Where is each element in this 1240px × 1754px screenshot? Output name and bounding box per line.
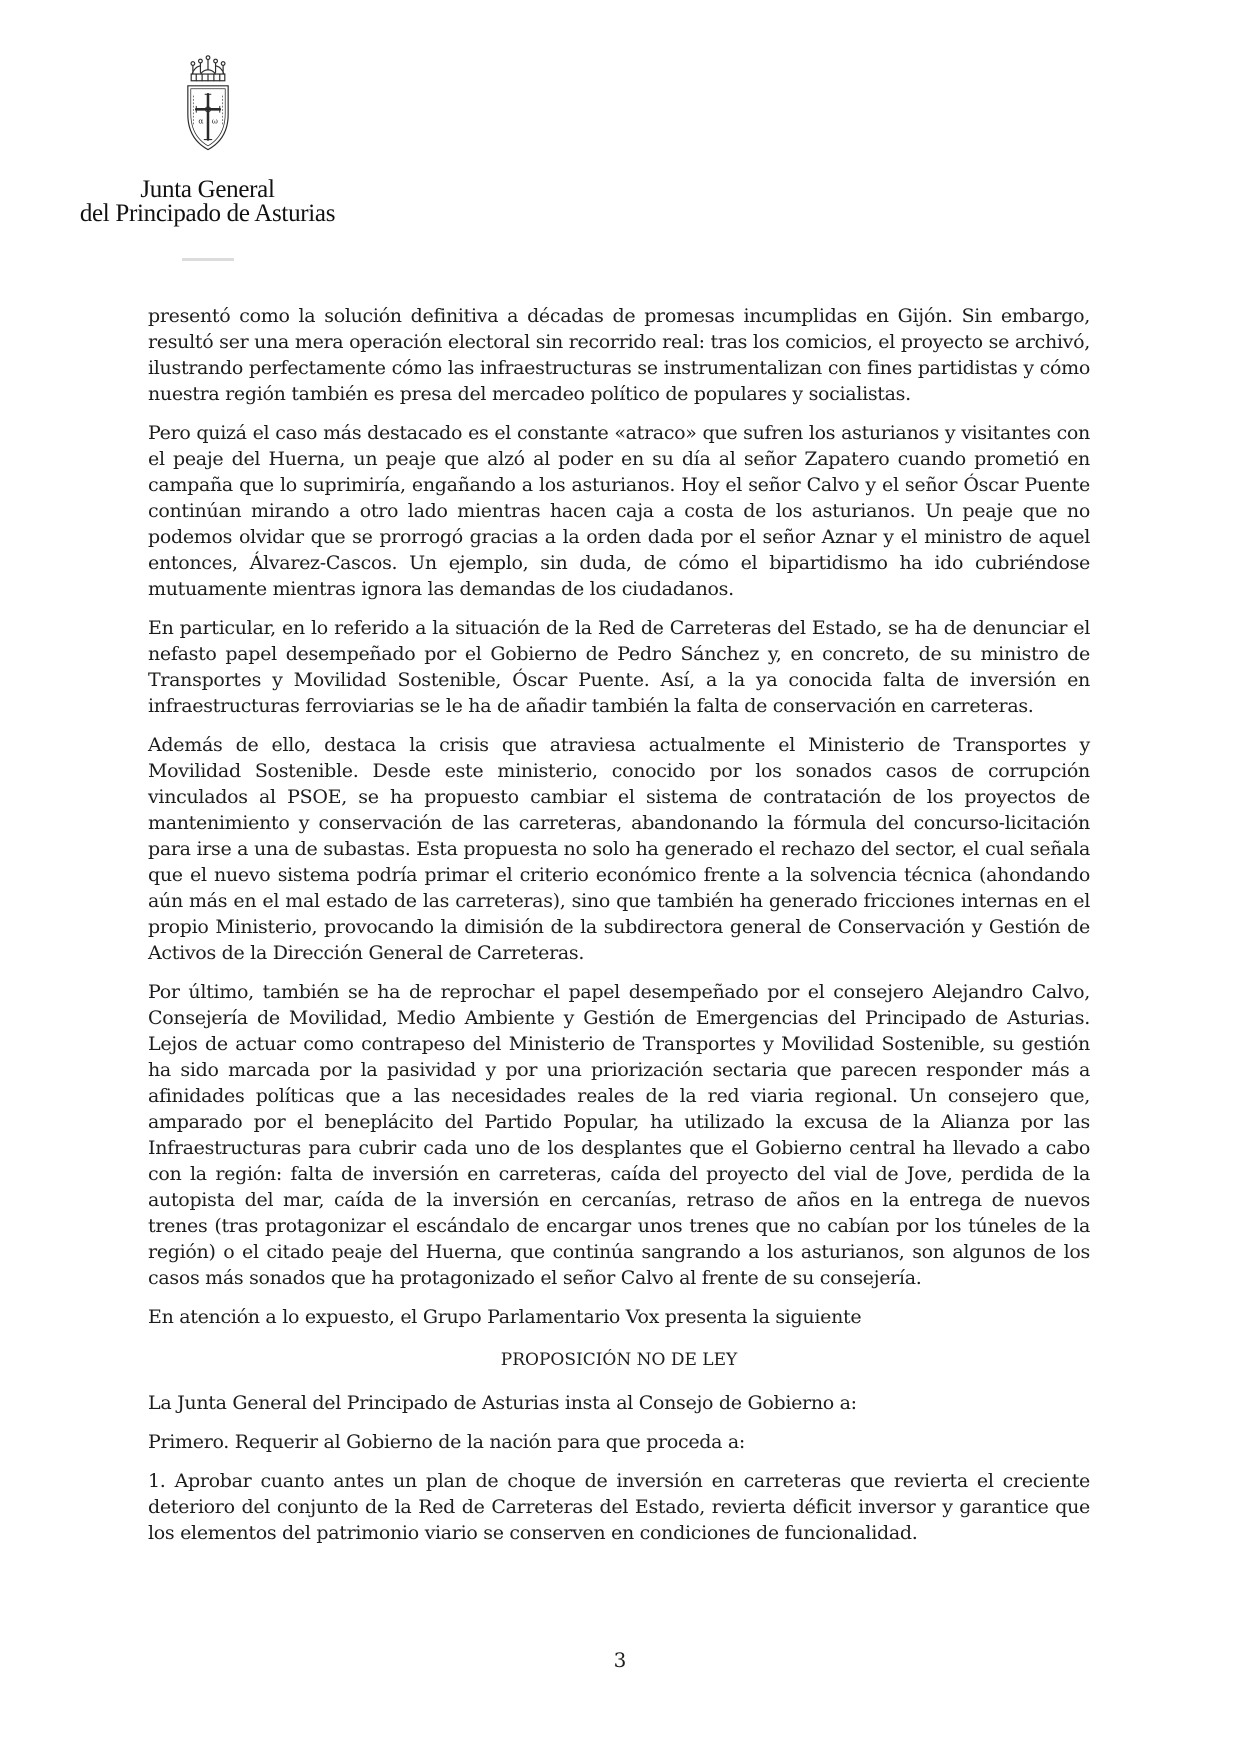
crown-icon — [191, 56, 225, 81]
header-divider — [182, 258, 234, 261]
svg-text:α: α — [197, 116, 203, 126]
victory-cross-icon — [196, 94, 220, 139]
closing-paragraph-1: La Junta General del Principado de Asturias insta al Consejo de Gobierno a: — [148, 1392, 857, 1414]
svg-text:ω: ω — [211, 116, 218, 126]
document-footer — [0, 1648, 1240, 1672]
org-name-line1: Junta General — [140, 176, 275, 203]
asturias-coat-of-arms-icon — [166, 52, 250, 170]
document-body — [148, 303, 1090, 1559]
page-number: 3 — [613, 1648, 627, 1672]
paragraph-3: En particular, en lo referido a la situación de la Red de Carreteras del Estado, se ha de denunciar el nefasto papel desempeñado por el Gobierno de Pedro Sánchez y, en concreto, de su ministro de Transportes y Movilidad Sostenible, Óscar Puente. Así, a la ya conocida falta de inversión en infraestructuras ferroviarias se le ha de añadir también la falta de conservación en carreteras. — [148, 617, 1090, 717]
closing-paragraph-3: 1. Aprobar cuanto antes un plan de choque de inversión en carreteras que revierta el creciente deterioro del conjunto de la Red de Carreteras del Estado, revierta déficit inversor y garantice que los elementos del patrimonio viario se conserven en condiciones de funcionalidad. — [148, 1470, 1090, 1544]
paragraph-4: Además de ello, destaca la crisis que atraviesa actualmente el Ministerio de Transportes y Movilidad Sostenible. Desde este ministerio, conocido por los sonados casos de corrupción vinculados al PSOE, se ha propuesto cambiar el sistema de contratación de los proyectos de mantenimiento y conservación de las carreteras, abandonando la fórmula del concurso-licitación para irse a una de subastas. Esta propuesta no solo ha generado el rechazo del sector, el cual señala que el nuevo sistema podría primar el criterio económico frente a la solvencia técnica (ahondando aún más en el mal estado de las carreteras), sino que también ha generado fricciones internas en el propio Ministerio, provocando la dimisión de la subdirectora general de Conservación y Gestión de Activos de la Dirección General de Carreteras. — [148, 734, 1090, 964]
paragraph-5: Por último, también se ha de reprochar el papel desempeñado por el consejero Alejandro Calvo, Consejería de Movilidad, Medio Ambiente y Gestión de Emergencias del Principado de Asturias. Lejos de actuar como contrapeso del Ministerio de Transportes y Movilidad Sostenible, su gestión ha sido marcada por la pasividad y por una priorización sectaria que parecen responder más a afinidades políticas que a las necesidades reales de la red viaria regional. Un consejero que, amparado por el beneplácito del Partido Popular, ha utilizado la excusa de la Alianza por las Infraestructuras para cubrir cada uno de los desplantes que el Gobierno central ha llevado a cabo con la región: falta de inversión en carreteras, caída del proyecto del vial de Jove, perdida de la autopista del mar, caída de la inversión en cercanías, retraso de años en la entrega de nuevos trenes (tras protagonizar el escándalo de encargar unos trenes que no cabían por los túneles de la región) o el citado peaje del Huerna, que continúa sangrando a los asturianos, son algunos de los casos más sonados que ha protagonizado el señor Calvo al frente de su consejería. — [148, 981, 1090, 1289]
closing-paragraph-2: Primero. Requerir al Gobierno de la nación para que proceda a: — [148, 1431, 746, 1453]
paragraph-1: presentó como la solución definitiva a décadas de promesas incumplidas en Gijón. Sin embargo, resultó ser una mera operación electoral sin recorrido real: tras los comicios, el proyecto se archivó, ilustrando perfectamente cómo las infraestructuras se instrumentalizan con fines partidistas y cómo nuestra región también es presa del mercadeo político de populares y socialistas. — [148, 305, 1090, 405]
logo-block — [60, 52, 355, 261]
org-name-line2: del Principado de Asturias — [79, 200, 336, 227]
section-heading: PROPOSICIÓN NO DE LEY — [500, 1350, 738, 1370]
paragraph-6: En atención a lo expuesto, el Grupo Parlamentario Vox presenta la siguiente — [148, 1306, 862, 1328]
paragraph-2: Pero quizá el caso más destacado es el constante «atraco» que sufren los asturianos y visitantes con el peaje del Huerna, un peaje que alzó al poder en su día al señor Zapatero cuando prometió en campaña que lo suprimiría, engañando a los asturianos. Hoy el señor Calvo y el señor Óscar Puente continúan mirando a otro lado mientras hacen caja a costa de los asturianos. Un peaje que no podemos olvidar que se prorrogó gracias a la orden dada por el señor Aznar y el ministro de aquel entonces, Álvarez-Cascos. Un ejemplo, sin duda, de cómo el bipartidismo ha ido cubriéndose mutuamente mientras ignora las demandas de los ciudadanos. — [148, 422, 1090, 600]
